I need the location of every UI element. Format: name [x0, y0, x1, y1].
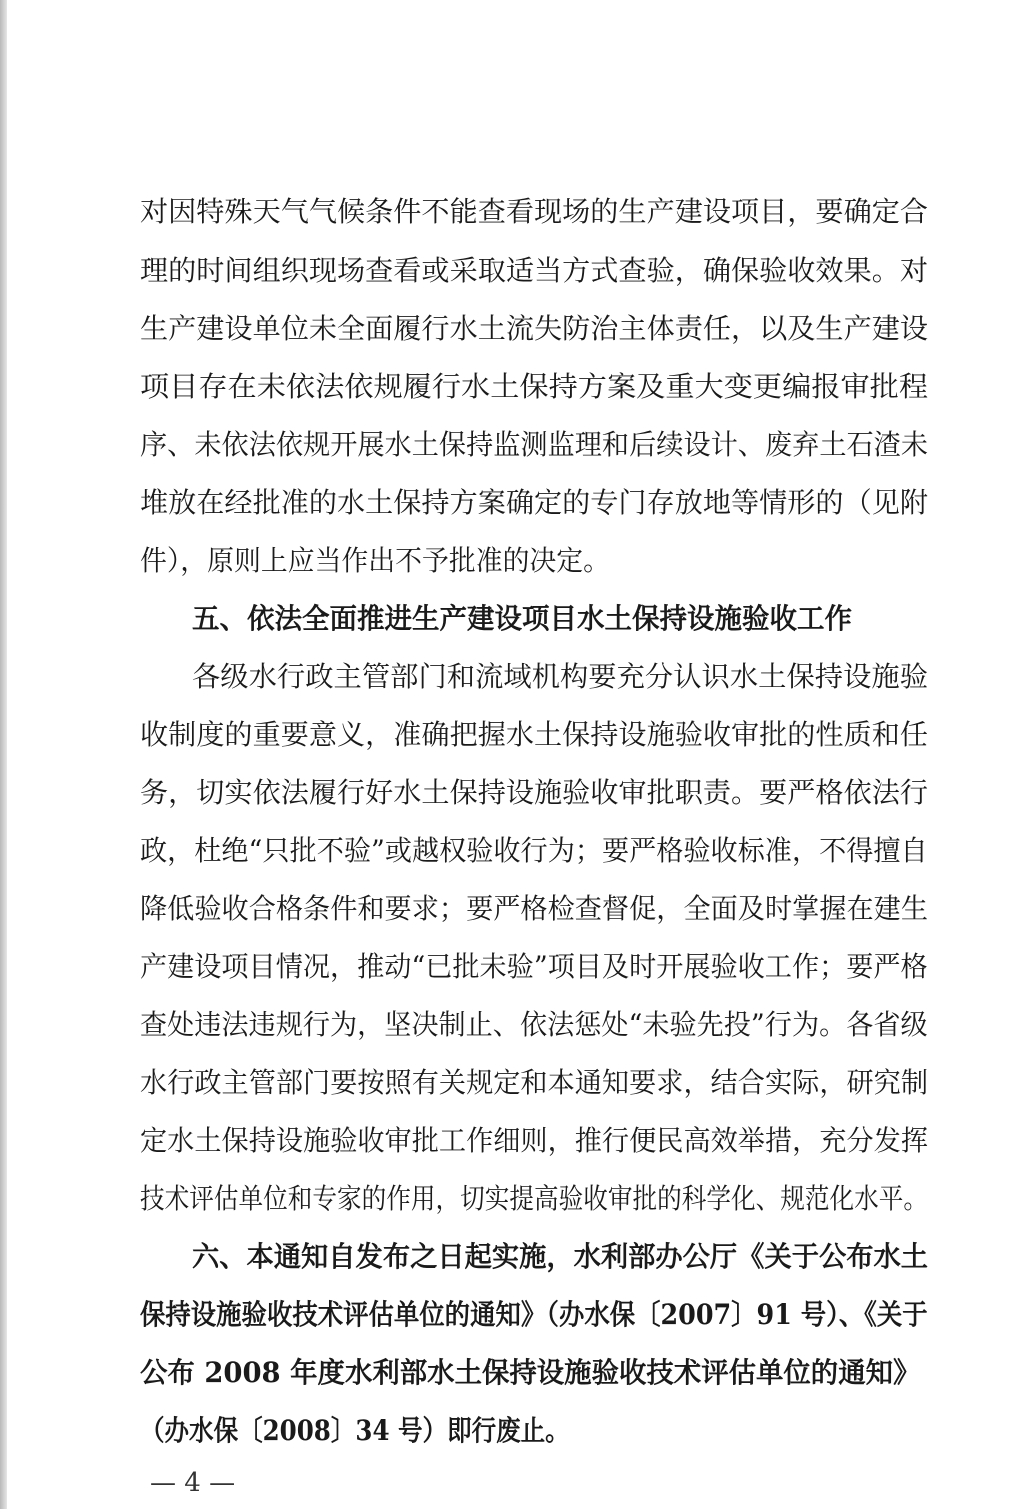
text-line: 序、未依法依规开展水土保持监测监理和后续设计、废弃土石渣未 — [140, 428, 929, 461]
text-line: 生产建设单位未全面履行水土流失防治主体责任，以及生产建设 — [140, 312, 929, 345]
text-line: 水行政主管部门要按照有关规定和本通知要求，结合实际，研究制 — [140, 1066, 929, 1099]
text-line: 技术评估单位和专家的作用，切实提高验收审批的科学化、规范化水平。 — [140, 1182, 929, 1215]
text-line: 堆放在经批准的水土保持方案确定的专门存放地等情形的（见附 — [140, 486, 929, 519]
text-line: 降低验收合格条件和要求；要严格检查督促，全面及时掌握在建生 — [140, 892, 929, 925]
text-line: 收制度的重要意义，准确把握水土保持设施验收审批的性质和任 — [140, 718, 929, 751]
page-number: — 4 — — [150, 1468, 236, 1498]
text-line: 定水土保持设施验收审批工作细则，推行便民高效举措，充分发挥 — [140, 1124, 929, 1157]
text-line: 务，切实依法履行好水土保持设施验收审批职责。要严格依法行 — [140, 776, 929, 809]
text-line: 理的时间组织现场查看或采取适当方式查验，确保验收效果。对 — [140, 254, 929, 287]
text-line: 对因特殊天气气候条件不能查看现场的生产建设项目，要确定合 — [140, 195, 929, 228]
text-line: 项目存在未依法依规履行水土保持方案及重大变更编报审批程 — [140, 370, 929, 403]
text-line: 产建设项目情况，推动“已批未验”项目及时开展验收工作；要严格 — [140, 950, 928, 983]
section-heading-5: 五、依法全面推进生产建设项目水土保持设施验收工作 — [192, 602, 853, 635]
text-line: 查处违法违规行为，坚决制止、依法惩处“未验先投”行为。各省级 — [140, 1008, 928, 1041]
text-line: 公布 2008 年度水利部水土保持设施验收技术评估单位的通知》 — [140, 1356, 921, 1389]
text-line: （办水保〔2008〕34 号）即行废止。 — [140, 1414, 570, 1447]
text-line: 政，杜绝“只批不验”或越权验收行为；要严格验收标准，不得擅自 — [140, 834, 928, 867]
text-line: 保持设施验收技术评估单位的通知》（办水保〔2007〕91 号）、《关于 — [140, 1298, 928, 1331]
section-heading-6: 六、本通知自发布之日起实施，水利部办公厅《关于公布水土 — [192, 1240, 929, 1273]
text-line: 各级水行政主管部门和流域机构要充分认识水土保持设施验 — [192, 660, 929, 693]
text-line: 件），原则上应当作出不予批准的决定。 — [140, 544, 611, 577]
